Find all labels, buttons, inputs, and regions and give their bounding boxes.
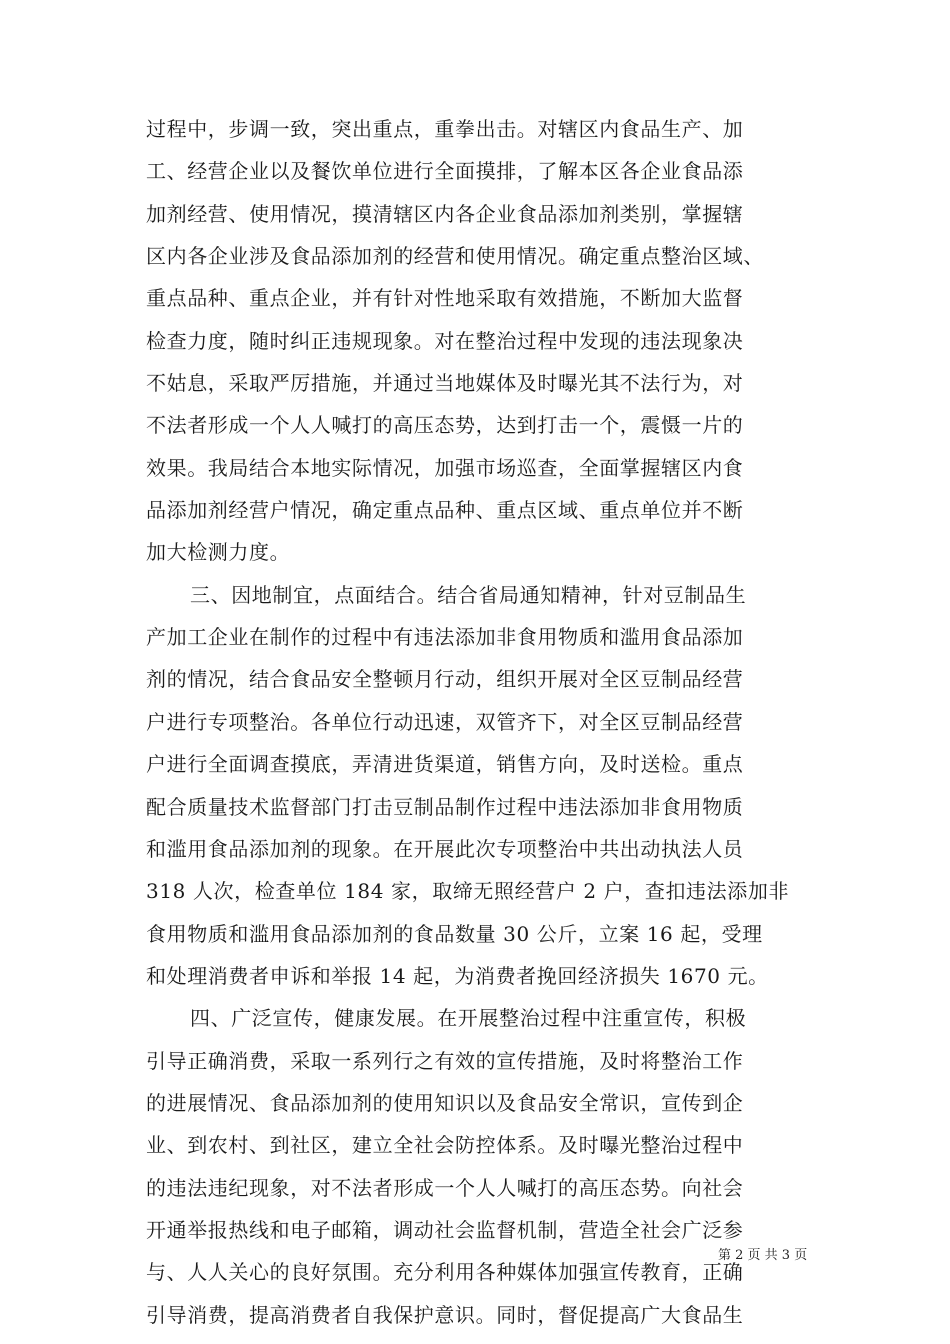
text-line: 品添加剂经营户情况，确定重点品种、重点区域、重点单位并不断 (146, 498, 744, 523)
text-line: 和处理消费者申诉和举报 14 起，为消费者挽回经济损失 1670 元。 (146, 963, 769, 988)
paragraph-start-line: 三、因地制宜，点面结合。结合省局通知精神，针对豆制品生 (190, 582, 747, 607)
page-number: 第 2 页 共 3 页 (718, 1248, 808, 1263)
text-line: 户进行全面调查摸底，弄清进货渠道，销售方向，及时送检。重点 (146, 752, 744, 777)
text-line: 户进行专项整治。各单位行动迅速，双管齐下，对全区豆制品经营 (146, 709, 744, 734)
text-line: 效果。我局结合本地实际情况，加强市场巡查，全面掌握辖区内食 (146, 455, 744, 480)
text-line: 与、人人关心的良好氛围。充分利用各种媒体加强宣传教育，正确 (146, 1260, 744, 1285)
text-line: 和滥用食品添加剂的现象。在开展此次专项整治中共出动执法人员 (146, 836, 744, 861)
text-line: 318 人次，检查单位 184 家，取缔无照经营户 2 户，查扣违法添加非 (146, 879, 790, 904)
text-line: 工、经营企业以及餐饮单位进行全面摸排，了解本区各企业食品添 (146, 159, 744, 184)
text-line: 配合质量技术监督部门打击豆制品制作过程中违法添加非食用物质 (146, 794, 744, 819)
text-line: 过程中，步调一致，突出重点，重拳出击。对辖区内食品生产、加 (146, 117, 744, 141)
text-line: 区内各企业涉及食品添加剂的经营和使用情况。确定重点整治区域、 (146, 244, 764, 269)
text-line: 剂的情况，结合食品安全整顿月行动，组织开展对全区豆制品经营 (146, 667, 744, 692)
body-text (146, 108, 806, 1336)
text-line: 引导正确消费，采取一系列行之有效的宣传措施，及时将整治工作 (146, 1048, 744, 1073)
text-line: 食用物质和滥用食品添加剂的食品数量 30 公斤，立案 16 起，受理 (146, 921, 763, 946)
text-line: 不姑息，采取严厉措施，并通过当地媒体及时曝光其不法行为，对 (146, 371, 744, 396)
text-line: 检查力度，随时纠正违规现象。对在整治过程中发现的违法现象决 (146, 328, 744, 353)
text-line: 加大检测力度。 (146, 540, 291, 565)
text-line: 的进展情况、食品添加剂的使用知识以及食品安全常识，宣传到企 (146, 1090, 744, 1115)
paragraph-start-line: 四、广泛宣传，健康发展。在开展整治过程中注重宣传，积极 (190, 1006, 747, 1031)
text-line: 引导消费，提高消费者自我保护意识。同时，督促提高广大食品生 (146, 1302, 744, 1327)
text-line: 产加工企业在制作的过程中有违法添加非食用物质和滥用食品添加 (146, 625, 744, 650)
text-line: 加剂经营、使用情况，摸清辖区内各企业食品添加剂类别，掌握辖 (146, 201, 744, 226)
text-line: 业、到农村、到社区，建立全社会防控体系。及时曝光整治过程中 (146, 1133, 744, 1158)
text-line: 开通举报热线和电子邮箱，调动社会监督机制，营造全社会广泛参 (146, 1217, 744, 1242)
text-line: 不法者形成一个人人喊打的高压态势，达到打击一个，震慑一片的 (146, 413, 744, 438)
text-line: 的违法违纪现象，对不法者形成一个人人喊打的高压态势。向社会 (146, 1175, 744, 1200)
text-line: 重点品种、重点企业，并有针对性地采取有效措施，不断加大监督 (146, 286, 744, 311)
